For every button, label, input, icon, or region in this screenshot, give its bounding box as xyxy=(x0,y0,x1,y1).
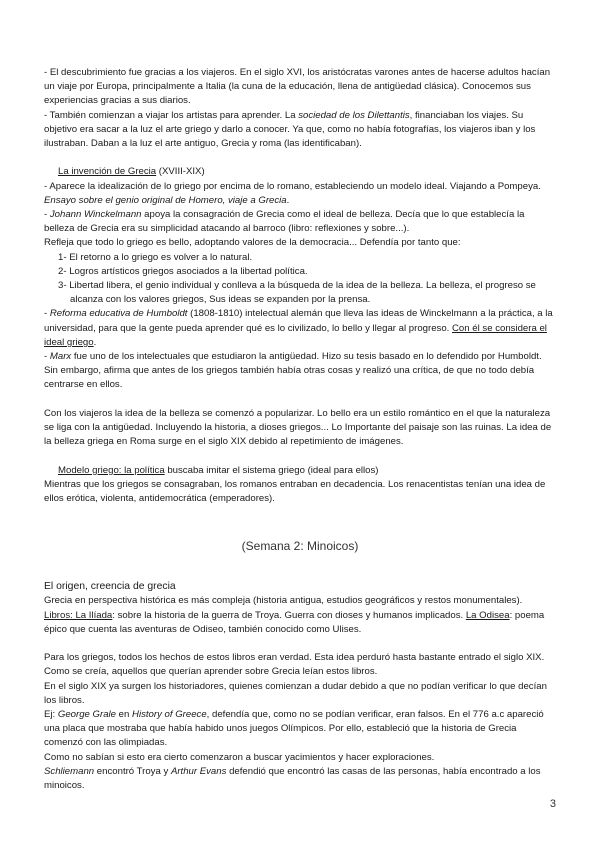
paragraph-libros: Libros: La Ilíada: sobre la historia de la guerra de Troya. Guerra con dioses y humanos implicados. La Odisea: poema épico que cuenta las aventuras de Odiseo, también conocido como Ulises. xyxy=(44,609,545,635)
document-page xyxy=(44,66,556,793)
paragraph-idealizacion: - Aparece la idealización de lo griego por encima de lo romano, estableciendo un modelo ideal. Viajando a Pompeya. Ensayo sobre el genio original de Homero, viaje a Grecia. xyxy=(44,180,541,206)
paragraph-refleja: Refleja que todo lo griego es bello, adoptando valores de la democracia... Defendía por tanto que: xyxy=(44,237,461,249)
paragraph-schliemann: Schliemann encontró Troya y Arthur Evans defendió que encontró las casas de las personas, había encontrado a los minoicos. xyxy=(44,765,541,792)
paragraph-verdad: Para los griegos, todos los hechos de estos libros eran verdad. Esta idea perduró hasta bastante entrado el siglo XIX. Como se creía, aquellos que querían aprender sobre Grecia leían estos libros. xyxy=(44,652,545,678)
paragraph-humboldt: - Reforma educativa de Humboldt (1808-1810) intelectual alemán que lleva las ideas de Winckelmann a la práctica, a la universidad, para que la gente pueda aprender qué es lo civilizado, lo bello y llegar al progreso. Con él se considera el ideal griego. xyxy=(44,308,553,348)
heading-invencion: La invención de Grecia (XVIII-XIX) xyxy=(58,166,205,178)
list-item: 2- Logros artísticos griegos asociados a la libertad política. xyxy=(58,265,308,277)
paragraph-winckelmann: - Johann Winckelmann apoya la consagración de Grecia como el ideal de belleza. Decía que lo que establecía la belleza de Grecia era su simplicidad atacando al barroco (libro: reflexiones y sobre...). xyxy=(44,209,525,235)
heading-modelo: Modelo griego: la política buscaba imitar el sistema griego (ideal para ellos) xyxy=(58,464,379,476)
paragraph-marx: - Marx fue uno de los intelectuales que estudiaron la antigüedad. Hizo su tesis basado en lo defendido por Humboldt. Sin embargo, afirma que antes de los griegos también había otras cosas y realizó una crítica, de que no todo debía centrarse en ellos. xyxy=(44,351,542,391)
week-title: (Semana 2: Minoicos) xyxy=(241,539,359,554)
paragraph-belleza: Con los viajeros la idea de la belleza se comenzó a popularizar. Lo bello era un estilo romántico en el que la naturaleza se liga con la antigüedad. Incluyendo la historia, a dioses griegos... Lo Importante del paisaje son las ruinas. La idea de la belleza griega en Roma surge en el siglo XIX debido al repetimiento de imágenes. xyxy=(44,407,552,448)
paragraph-artistas: - También comienzan a viajar los artistas para aprender. La sociedad de los Dilettantis, financiaban los viajes. Su objetivo era sacar a la luz el arte griego y darlo a conocer. Ya que, como no había fotografías, los viajeros iban y los ilustraban. Daban a la luz el arte antiguo, Grecia y roma (las identificaban). xyxy=(44,109,536,150)
italic-dilettantis: sociedad de los Dilettantis xyxy=(298,109,410,121)
list-item: 3- Libertad libera, el genio individual y conlleva a la búsqueda de la idea de la belleza. La belleza, el progreso se alcanza con los valores griegos, Sus ideas se expanden por la prensa. xyxy=(58,280,536,306)
paragraph-renacentistas: Mientras que los griegos se consagraban, los romanos entraban en decadencia. Los renacentistas tenían una idea de ellos erótica, violenta, antidemocrática (emperadores). xyxy=(44,478,546,505)
paragraph-grale: Ej: George Grale en History of Greece, defendía que, como no se podían verificar, eran falsos. En el 776 a.c apareció una placa que mostraba que había habido unos juegos Olímpicos. Por ello, estableció que la historia de Grecia comenzó con las olimpiadas. xyxy=(44,709,544,749)
heading-origen: El origen, creencia de grecia xyxy=(44,581,176,593)
list-item: 1- El retorno a lo griego es volver a lo natural. xyxy=(58,251,253,263)
paragraph-viajeros: - El descubrimiento fue gracias a los viajeros. En el siglo XVI, los aristócratas varones antes de hacerse adultos hacían un viaje por Europa, principalmente a Italia (la cuna de la educación, llena de antigüedad clásica). Conocemos sus experiencias gracias a sus diarios. xyxy=(44,67,551,107)
paragraph-perspectiva: Grecia en perspectiva histórica es más compleja (historia antigua, estudios geográficos y restos monumentales). xyxy=(44,595,523,607)
page-number: 3 xyxy=(549,798,556,810)
paragraph-historiadores: En el siglo XIX ya surgen los historiadores, quienes comienzan a dudar debido a que no podían verificar lo que decían los libros. xyxy=(44,680,547,706)
paragraph-exploraciones: Como no sabían si esto era cierto comenzaron a buscar yacimientos y hacer exploraciones. xyxy=(44,751,435,763)
